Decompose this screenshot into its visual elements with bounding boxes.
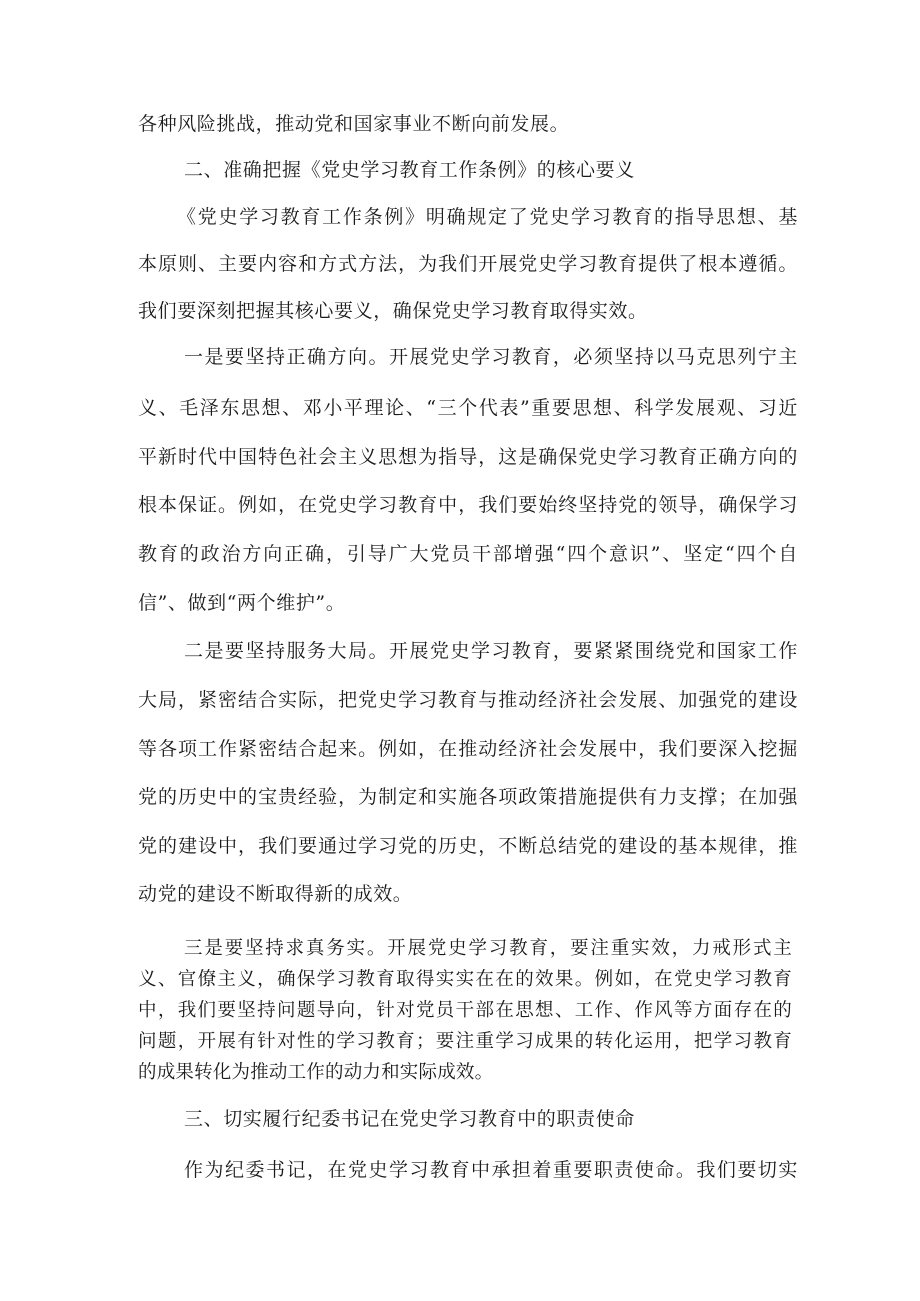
paragraph-line: 二是要坚持服务大局。开展党史学习教育，要紧紧围绕党和国家工作 xyxy=(184,640,798,662)
paragraph-line: 本原则、主要内容和方式方法，为我们开展党史学习教育提供了根本遵循。 xyxy=(138,253,798,275)
paragraph-line: 大局，紧密结合实际，把党史学习教育与推动经济社会发展、加强党的建设 xyxy=(138,689,798,711)
paragraph-line: 一是要坚持正确方向。开展党史学习教育，必须坚持以马克思列宁主 xyxy=(184,346,798,368)
paragraph-line: 党的建设中，我们要通过学习党的历史，不断总结党的建设的基本规律，推 xyxy=(138,835,798,857)
paragraph-line: 平新时代中国特色社会主义思想为指导，这是确保党史学习教育正确方向的 xyxy=(138,446,798,468)
paragraph-line: 动党的建设不断取得新的成效。 xyxy=(138,883,413,905)
section-heading: 三、切实履行纪委书记在党史学习教育中的职责使命 xyxy=(184,1108,635,1130)
paragraph-line: 等各项工作紧密结合起来。例如，在推动经济社会发展中，我们要深入挖掘 xyxy=(138,738,798,760)
paragraph-line: 问题，开展有针对性的学习教育；要注重学习成果的转化运用，把学习教育 xyxy=(138,1031,792,1052)
paragraph-line: 作为纪委书记，在党史学习教育中承担着重要职责使命。我们要切实 xyxy=(184,1159,798,1181)
paragraph-line: 信”、做到“两个维护”。 xyxy=(138,592,346,614)
paragraph-line: 义、官僚主义，确保学习教育取得实实在在的效果。例如，在党史学习教育 xyxy=(138,969,792,990)
paragraph-line: 的成果转化为推动工作的动力和实际成效。 xyxy=(138,1062,494,1083)
paragraph-line: 《党史学习教育工作条例》明确规定了党史学习教育的指导思想、基 xyxy=(177,206,798,228)
paragraph-line: 三是要坚持求真务实。开展党史学习教育，要注重实效，力戒形式主 xyxy=(184,938,792,959)
paragraph-line: 中，我们要坚持问题导向，针对党员干部在思想、工作、作风等方面存在的 xyxy=(138,1000,792,1021)
section-heading: 二、准确把握《党史学习教育工作条例》的核心要义 xyxy=(184,159,635,181)
paragraph-line: 教育的政治方向正确，引导广大党员干部增强“四个意识”、坚定“四个自 xyxy=(138,543,798,565)
paragraph-line: 根本保证。例如，在党史学习教育中，我们要始终坚持党的领导，确保学习 xyxy=(138,494,798,516)
paragraph-line: 义、毛泽东思想、邓小平理论、“三个代表”重要思想、科学发展观、习近 xyxy=(138,397,798,419)
paragraph-line: 各种风险挑战，推动党和国家事业不断向前发展。 xyxy=(138,113,570,135)
paragraph-line: 我们要深刻把握其核心要义，确保党史学习教育取得实效。 xyxy=(138,300,648,322)
paragraph-line: 党的历史中的宝贵经验，为制定和实施各项政策措施提供有力支撑；在加强 xyxy=(138,786,798,808)
